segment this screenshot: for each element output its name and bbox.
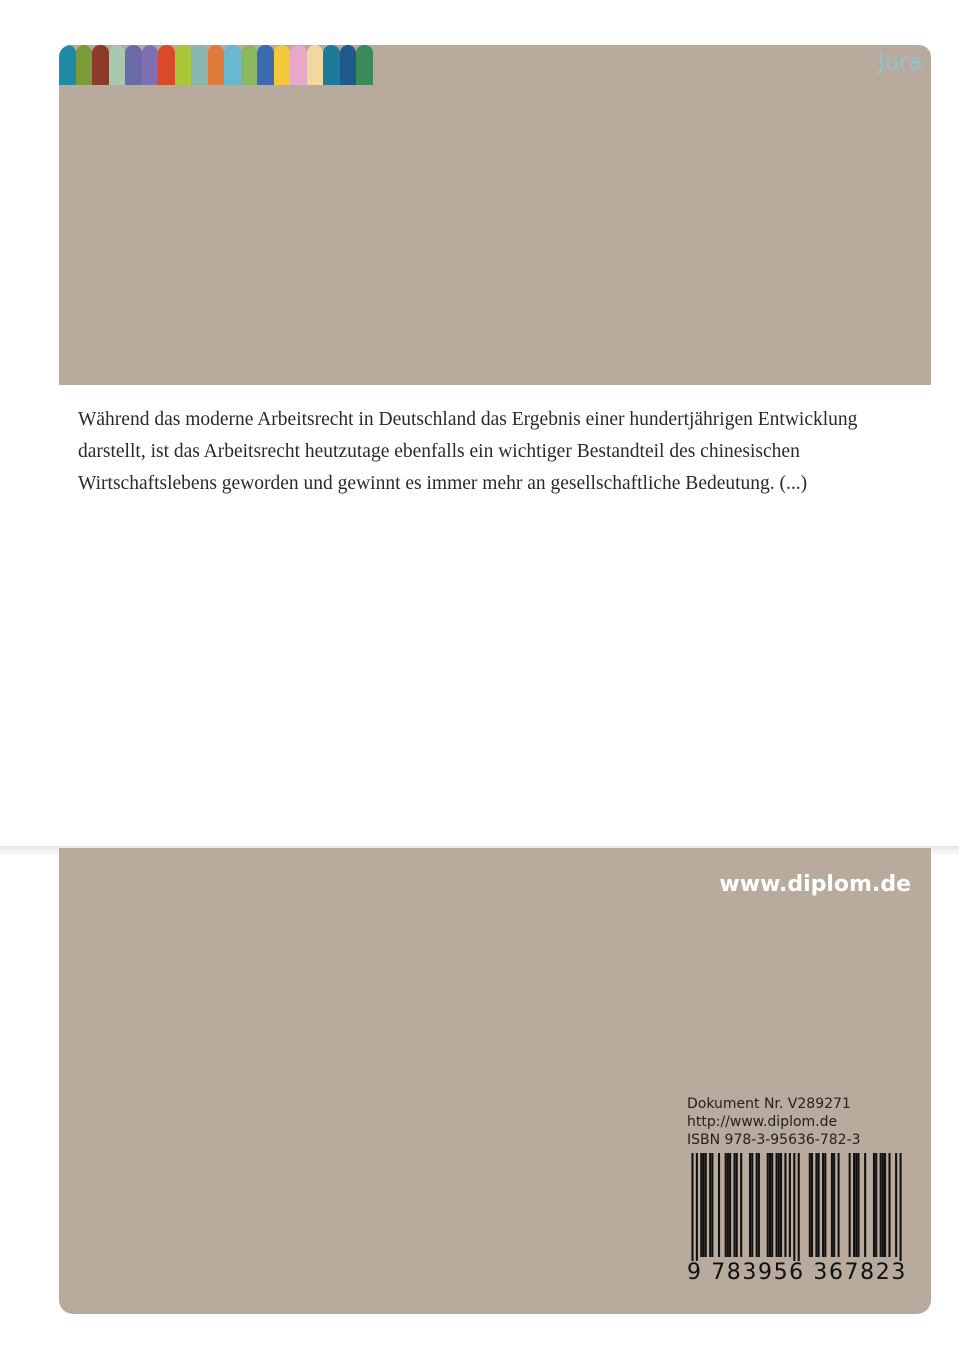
barcode-bar [756, 1153, 758, 1257]
color-tab [76, 45, 93, 85]
barcode-bar [696, 1153, 698, 1261]
publisher-website: www.diplom.de [719, 872, 911, 897]
barcode-bar [727, 1153, 729, 1257]
barcode-bar [811, 1153, 813, 1257]
blurb-text: Während das moderne Arbeitsrecht in Deutschland das Ergebnis einer hundertjährigen Entwicklung darstellt, ist das Arbeitsrecht heutzutage ebenfalls ein wichtiger Bestandteil des chinesischen Wirtschaftslebens geworden und gewinnt es immer mehr an gesellschaftliche Bedeutung. (...) [78, 409, 858, 494]
barcode-bar [771, 1153, 773, 1257]
isbn: ISBN 978-3-95636-782-3 [687, 1132, 861, 1148]
cover-bottom-panel [59, 848, 931, 1314]
color-tab [175, 45, 192, 85]
barcode-bar [853, 1153, 855, 1257]
barcode-bar [875, 1153, 877, 1257]
barcode-bar [733, 1153, 735, 1257]
barcode-bar [705, 1153, 707, 1257]
barcode-bar [702, 1153, 704, 1257]
barcode-bar [729, 1153, 731, 1257]
barcode-bar [784, 1153, 786, 1257]
color-tab [92, 45, 109, 85]
color-tab [323, 45, 340, 85]
barcode-bar [751, 1153, 753, 1257]
color-tab [158, 45, 175, 85]
color-tab [142, 45, 159, 85]
barcode-bar [824, 1153, 826, 1257]
color-tab [257, 45, 274, 85]
barcode-number: 9 783956 367823 [687, 1260, 907, 1285]
barcode-bar [895, 1153, 897, 1257]
barcode-bar [709, 1153, 711, 1257]
color-tab [224, 45, 241, 85]
color-tab [191, 45, 208, 85]
barcode-bar [793, 1153, 795, 1261]
barcode-bar [864, 1153, 866, 1257]
barcode-bar [780, 1153, 782, 1257]
barcode-bar [736, 1153, 738, 1257]
color-tab [274, 45, 291, 85]
barcode-bar [749, 1153, 751, 1257]
barcode-bar [758, 1153, 760, 1257]
barcode-bar [776, 1153, 778, 1257]
barcode-bar [815, 1153, 817, 1257]
color-tab [290, 45, 307, 85]
barcode-bar [711, 1153, 713, 1257]
document-info [687, 1095, 861, 1149]
barcode-bar [725, 1153, 727, 1257]
color-tab [208, 45, 225, 85]
barcode-bar [849, 1153, 851, 1257]
barcode-bar [740, 1153, 742, 1257]
category-label: Jura [878, 50, 923, 75]
color-tab [125, 45, 142, 85]
barcode-bar [822, 1153, 824, 1257]
barcode-bar [833, 1153, 835, 1257]
barcode-bar [798, 1153, 800, 1261]
barcode-bar [880, 1153, 882, 1257]
barcode-bar [900, 1153, 902, 1261]
barcode-bar [778, 1153, 780, 1257]
barcode-bar [718, 1153, 720, 1257]
color-tab [109, 45, 126, 85]
barcode-bar [882, 1153, 884, 1257]
color-tabs [59, 45, 373, 85]
color-tab [356, 45, 373, 85]
color-tab [59, 45, 76, 85]
barcode-bar [838, 1153, 840, 1257]
barcode-bar [789, 1153, 791, 1257]
barcode-bar [700, 1153, 702, 1257]
barcode-bar [809, 1153, 811, 1257]
barcode-bar [888, 1153, 890, 1257]
barcode-bar [855, 1153, 857, 1257]
barcode-bar [769, 1153, 771, 1257]
barcode-bar [767, 1153, 769, 1257]
barcode-bar [873, 1153, 875, 1257]
color-tab [241, 45, 258, 85]
color-tab [307, 45, 324, 85]
document-url: http://www.diplom.de [687, 1114, 838, 1130]
barcode-bar [691, 1153, 693, 1261]
document-number: Dokument Nr. V289271 [687, 1096, 851, 1112]
barcode-bar [818, 1153, 820, 1257]
barcode [687, 1153, 913, 1285]
cover-top-panel [59, 45, 931, 385]
barcode-bars [687, 1153, 913, 1261]
barcode-bar [884, 1153, 886, 1257]
barcode-bar [857, 1153, 859, 1257]
color-tab [340, 45, 357, 85]
barcode-bar [831, 1153, 833, 1257]
